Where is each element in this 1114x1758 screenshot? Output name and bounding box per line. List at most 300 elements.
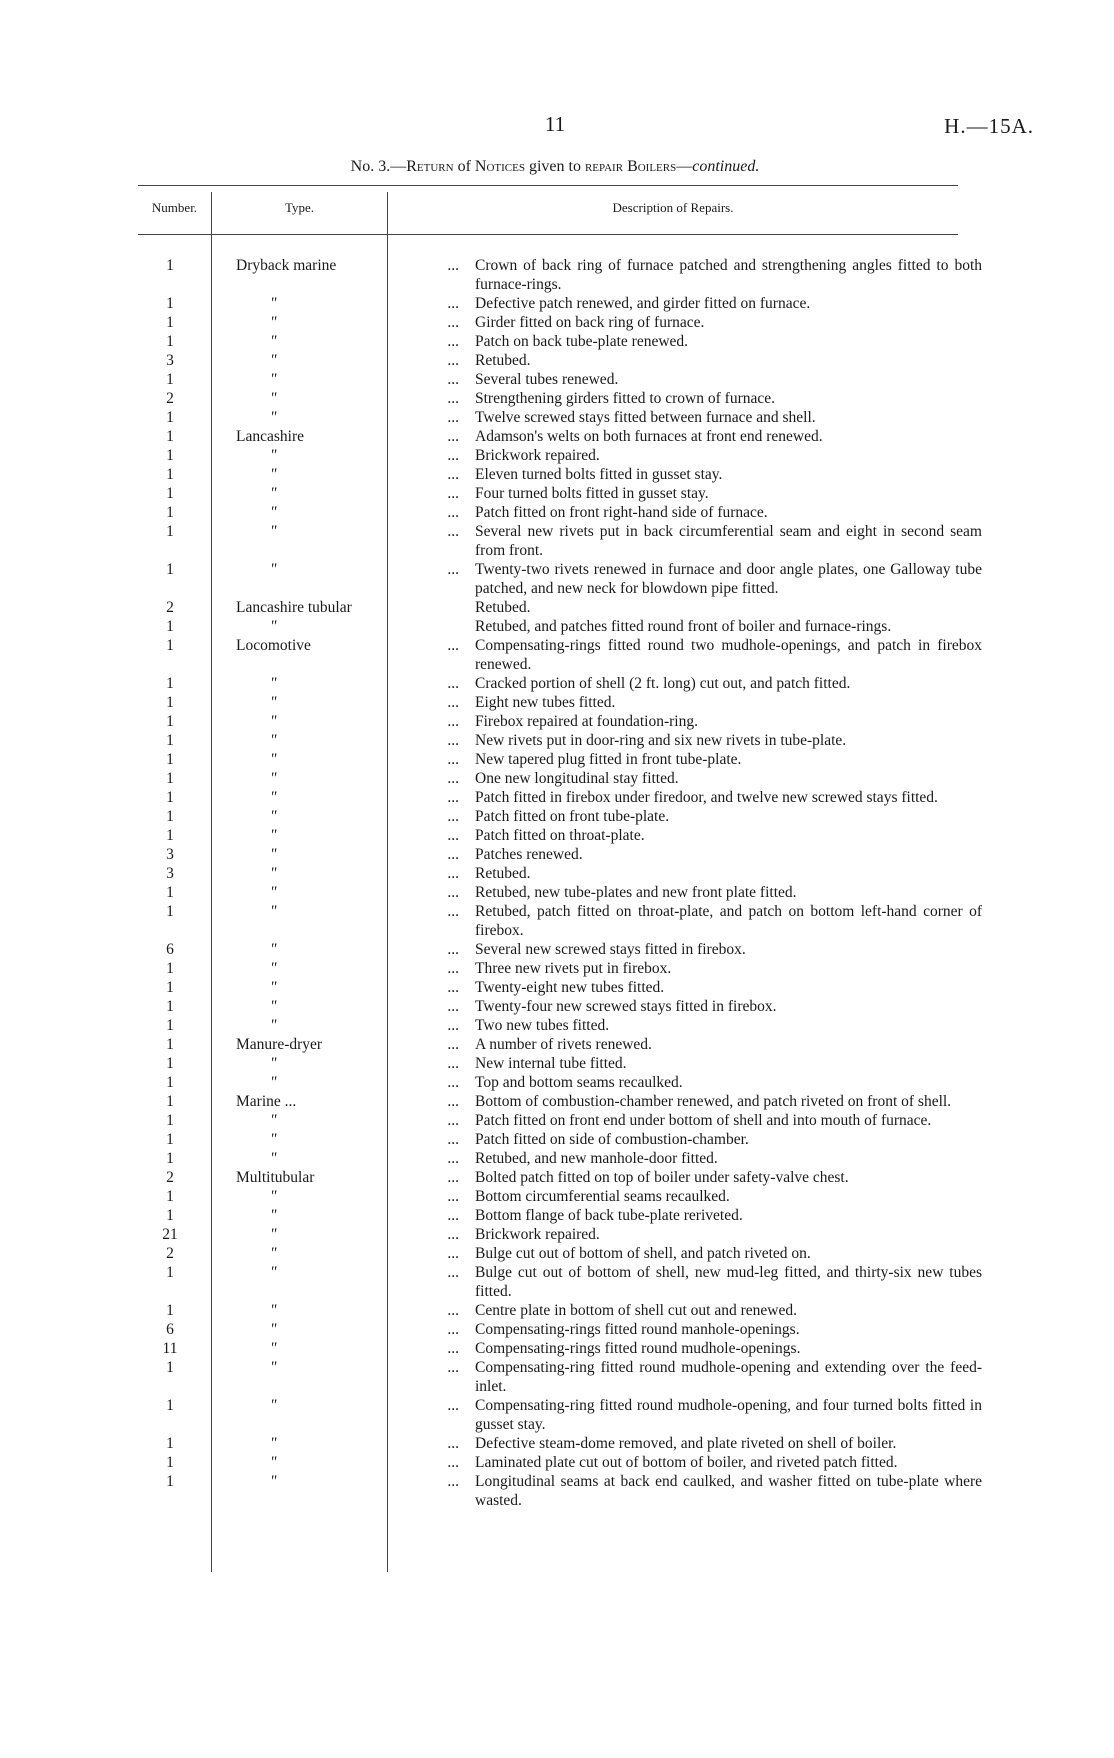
row-type [210, 446, 465, 465]
leader-dots: ... [447, 865, 459, 882]
leader-dots: ... [447, 447, 459, 464]
row-type [210, 864, 465, 883]
row-description: Patch fitted on front end under bottom of shell and into mouth of furnace. [475, 1112, 932, 1129]
title-dash: — [676, 158, 693, 175]
row-number: 1 [166, 504, 174, 521]
row-type-name [236, 560, 447, 598]
leader-dots: ... [447, 789, 459, 806]
leader-dots: ... [447, 751, 459, 768]
row-number: 1 [166, 295, 174, 312]
table-row [130, 731, 990, 750]
row-number: 1 [166, 561, 174, 578]
table-row [130, 1206, 990, 1225]
row-description: Patch on back tube-plate renewed. [475, 333, 689, 350]
table-row [130, 617, 990, 636]
row-type-name [236, 294, 447, 313]
row-type-name [236, 674, 447, 693]
row-type [210, 712, 465, 731]
leader-dots: ... [447, 295, 459, 312]
row-number: 1 [166, 1435, 174, 1452]
row-type-name [236, 351, 447, 370]
row-description: Patch fitted on throat-plate. [475, 827, 645, 844]
row-type-name [236, 940, 447, 959]
row-number: 1 [166, 466, 174, 483]
row-number: 1 [166, 1074, 174, 1091]
ditto-mark: " [270, 504, 277, 521]
row-type [210, 256, 465, 294]
row-description: Compensating-rings fitted round manhole-openings. [475, 1321, 800, 1338]
leader-dots: ... [447, 694, 459, 711]
leader-dots: ... [447, 1169, 459, 1186]
row-description: Patch fitted in firebox under firedoor, and twelve new screwed stays fitted. [475, 789, 938, 806]
row-type [210, 1016, 465, 1035]
row-type [210, 636, 465, 674]
ditto-mark: " [270, 713, 277, 730]
row-type-name [236, 769, 447, 788]
ditto-mark: " [270, 1226, 277, 1243]
ditto-mark: " [270, 675, 277, 692]
leader-dots: ... [447, 390, 459, 407]
row-type [210, 503, 465, 522]
row-type [210, 1130, 465, 1149]
row-type-name: Lancashire [236, 428, 304, 445]
leader-dots: ... [447, 352, 459, 369]
row-type-name [236, 731, 447, 750]
row-description: Strengthening girders fitted to crown of furnace. [475, 390, 776, 407]
row-type-name [236, 1453, 447, 1472]
row-type-name [236, 1320, 447, 1339]
row-description: Two new tubes fitted. [475, 1017, 610, 1034]
row-type [210, 1244, 465, 1263]
row-type-name [236, 1149, 447, 1168]
ditto-mark: " [270, 1131, 277, 1148]
leader-dots: ... [447, 1435, 459, 1452]
row-number: 1 [166, 1093, 174, 1110]
row-type [210, 1263, 465, 1301]
table-row [130, 712, 990, 731]
ditto-mark: " [270, 1055, 277, 1072]
row-description: Longitudinal seams at back end caulked, and washer fitted on tube-plate where wasted. [475, 1473, 982, 1509]
ditto-mark: " [270, 1454, 277, 1471]
row-description: Retubed. [475, 865, 531, 882]
leader-dots: ... [447, 1321, 459, 1338]
leader-dots: ... [447, 713, 459, 730]
row-number: 1 [166, 789, 174, 806]
leader-dots: ... [447, 1093, 459, 1110]
row-number: 1 [166, 333, 174, 350]
title-given-to: given to [524, 158, 585, 175]
table-row [130, 864, 990, 883]
row-number: 1 [166, 1207, 174, 1224]
ditto-mark: " [270, 979, 277, 996]
row-number: 1 [166, 1036, 174, 1053]
leader-dots: ... [447, 637, 459, 654]
table-row [130, 636, 990, 674]
row-type [210, 598, 465, 617]
row-number: 6 [166, 1321, 174, 1338]
title-boilers: Boilers [627, 158, 677, 175]
row-description: Retubed, and new manhole-door fitted. [475, 1150, 718, 1167]
row-type-name [236, 389, 447, 408]
row-number: 1 [166, 713, 174, 730]
row-description: Several new rivets put in back circumferential seam and eight in second seam from front. [475, 523, 982, 559]
row-description: Retubed. [475, 352, 531, 369]
ditto-mark: " [270, 1359, 277, 1376]
row-description: Crown of back ring of furnace patched and strengthening angles fitted to both furnace-rings. [475, 257, 982, 293]
ditto-mark: " [270, 998, 277, 1015]
row-number: 2 [166, 1169, 174, 1186]
row-type-name [236, 408, 447, 427]
table-row [130, 389, 990, 408]
table-row [130, 1301, 990, 1320]
leader-dots: ... [447, 428, 459, 445]
table-row [130, 1244, 990, 1263]
leader-dots: ... [447, 808, 459, 825]
row-number: 1 [166, 447, 174, 464]
ditto-mark: " [270, 523, 277, 540]
row-type-name [236, 1263, 447, 1301]
row-type [210, 750, 465, 769]
ditto-mark: " [270, 314, 277, 331]
ditto-mark: " [270, 789, 277, 806]
row-number: 1 [166, 960, 174, 977]
page-code: H.—15A. [944, 114, 1034, 138]
leader-dots: ... [447, 1036, 459, 1053]
leader-dots: ... [447, 1264, 459, 1281]
row-type-name: Marine ... [236, 1093, 297, 1110]
row-type-name: Dryback marine [236, 257, 337, 274]
row-type [210, 313, 465, 332]
row-type-name [236, 864, 447, 883]
table-row [130, 940, 990, 959]
leader-dots: ... [447, 1340, 459, 1357]
leader-dots: ... [447, 884, 459, 901]
row-type-name [236, 1187, 447, 1206]
row-description: Girder fitted on back ring of furnace. [475, 314, 705, 331]
table-row [130, 883, 990, 902]
row-type [210, 1073, 465, 1092]
row-description: Bulge cut out of bottom of shell, new mud-leg fitted, and thirty-six new tubes fitted. [475, 1264, 982, 1300]
table-row [130, 313, 990, 332]
row-description: Twenty-four new screwed stays fitted in firebox. [475, 998, 777, 1015]
row-type [210, 902, 465, 940]
column-header-number: Number. [151, 200, 198, 215]
row-type [210, 731, 465, 750]
row-type-name [236, 712, 447, 731]
row-type [210, 1453, 465, 1472]
row-type-name [236, 1225, 447, 1244]
row-type-name: Locomotive [236, 637, 311, 654]
ditto-mark: " [270, 618, 277, 635]
row-type [210, 769, 465, 788]
row-type [210, 1054, 465, 1073]
row-type [210, 1358, 465, 1396]
ditto-mark: " [270, 846, 277, 863]
table-row [130, 1168, 990, 1187]
row-type-name [236, 845, 447, 864]
leader-dots: ... [447, 466, 459, 483]
row-description: Four turned bolts fitted in gusset stay. [475, 485, 709, 502]
table-row [130, 826, 990, 845]
row-type-name [236, 1358, 447, 1396]
row-description: New internal tube fitted. [475, 1055, 627, 1072]
ditto-mark: " [270, 1264, 277, 1281]
row-number: 1 [166, 1454, 174, 1471]
row-type-name: Manure-dryer [236, 1036, 323, 1053]
row-description: Retubed, and patches fitted round front of boiler and furnace-rings. [475, 618, 892, 635]
row-number: 1 [166, 827, 174, 844]
ditto-mark: " [270, 1074, 277, 1091]
leader-dots: ... [447, 1473, 459, 1490]
leader-dots: ... [447, 827, 459, 844]
table-row [130, 465, 990, 484]
ditto-mark: " [270, 865, 277, 882]
ditto-mark: " [270, 295, 277, 312]
ditto-mark: " [270, 466, 277, 483]
row-type-name [236, 1130, 447, 1149]
row-type-name [236, 807, 447, 826]
leader-dots: ... [447, 770, 459, 787]
table-row [130, 807, 990, 826]
table-row [130, 978, 990, 997]
row-number: 1 [166, 751, 174, 768]
row-type-name [236, 1472, 447, 1510]
row-type [210, 1339, 465, 1358]
table-row [130, 1187, 990, 1206]
table-row [130, 351, 990, 370]
table-row [130, 1073, 990, 1092]
row-type [210, 1111, 465, 1130]
ditto-mark: " [270, 371, 277, 388]
ditto-mark: " [270, 1302, 277, 1319]
row-type [210, 389, 465, 408]
row-type [210, 522, 465, 560]
row-description: New rivets put in door-ring and six new rivets in tube-plate. [475, 732, 847, 749]
row-type-name [236, 1244, 447, 1263]
row-description: Compensating-rings fitted round mudhole-openings. [475, 1340, 801, 1357]
table-row [130, 997, 990, 1016]
leader-dots: ... [447, 371, 459, 388]
row-type [210, 484, 465, 503]
header-bottom-rule [138, 234, 958, 235]
row-type [210, 617, 465, 636]
row-description: Bottom circumferential seams recaulked. [475, 1188, 730, 1205]
row-type [210, 1149, 465, 1168]
row-description: Bulge cut out of bottom of shell, and patch riveted on. [475, 1245, 811, 1262]
row-number: 1 [166, 675, 174, 692]
table-row [130, 1434, 990, 1453]
leader-dots: ... [447, 1074, 459, 1091]
row-type-name [236, 1301, 447, 1320]
row-type [210, 465, 465, 484]
row-type-name [236, 1206, 447, 1225]
row-type [210, 883, 465, 902]
row-number: 3 [166, 846, 174, 863]
row-description: Three new rivets put in firebox. [475, 960, 672, 977]
row-number: 1 [166, 428, 174, 445]
row-type [210, 332, 465, 351]
row-description: Patches renewed. [475, 846, 583, 863]
leader-dots: ... [447, 1359, 459, 1376]
row-description: Cracked portion of shell (2 ft. long) cut out, and patch fitted. [475, 675, 851, 692]
row-type-name [236, 1054, 447, 1073]
row-type [210, 1187, 465, 1206]
leader-dots: ... [447, 1017, 459, 1034]
row-number: 2 [166, 1245, 174, 1262]
row-description: One new longitudinal stay fitted. [475, 770, 679, 787]
row-number: 1 [166, 1397, 174, 1414]
ditto-mark: " [270, 390, 277, 407]
row-type-name [236, 1016, 447, 1035]
table-top-rule [138, 185, 958, 186]
table-row [130, 522, 990, 560]
row-description: Patch fitted on front tube-plate. [475, 808, 670, 825]
table-row [130, 693, 990, 712]
ditto-mark: " [270, 770, 277, 787]
row-type-name [236, 826, 447, 845]
row-number: 1 [166, 808, 174, 825]
row-type-name [236, 522, 447, 560]
table-row [130, 902, 990, 940]
row-number: 1 [166, 314, 174, 331]
row-number: 1 [166, 1264, 174, 1281]
row-type-name [236, 997, 447, 1016]
row-number: 3 [166, 352, 174, 369]
ditto-mark: " [270, 1435, 277, 1452]
row-type [210, 997, 465, 1016]
row-type [210, 427, 465, 446]
leader-dots: ... [447, 1245, 459, 1262]
row-type [210, 1434, 465, 1453]
ditto-mark: " [270, 751, 277, 768]
leader-dots: ... [447, 485, 459, 502]
leader-dots: ... [447, 675, 459, 692]
leader-dots: ... [447, 257, 459, 274]
row-type [210, 351, 465, 370]
table-row [130, 750, 990, 769]
title-return: Return [406, 158, 454, 175]
ditto-mark: " [270, 1473, 277, 1490]
table-row [130, 1016, 990, 1035]
table-row [130, 788, 990, 807]
row-description: Defective steam-dome removed, and plate riveted on shell of boiler. [475, 1435, 897, 1452]
ditto-mark: " [270, 1321, 277, 1338]
row-number: 6 [166, 941, 174, 958]
ditto-mark: " [270, 1150, 277, 1167]
row-type [210, 1320, 465, 1339]
row-type-name [236, 788, 447, 807]
table-row [130, 1396, 990, 1434]
table-title [130, 158, 980, 176]
row-number: 1 [166, 523, 174, 540]
leader-dots: ... [447, 1112, 459, 1129]
row-type-name [236, 750, 447, 769]
leader-dots: ... [447, 960, 459, 977]
table-row [130, 1225, 990, 1244]
row-type-name [236, 617, 465, 636]
row-number: 1 [166, 1188, 174, 1205]
row-number: 1 [166, 1112, 174, 1129]
row-description: Patch fitted on side of combustion-chamber. [475, 1131, 749, 1148]
ditto-mark: " [270, 485, 277, 502]
page-number: 11 [544, 112, 566, 136]
leader-dots: ... [447, 523, 459, 540]
leader-dots: ... [447, 333, 459, 350]
row-number: 1 [166, 732, 174, 749]
ditto-mark: " [270, 1017, 277, 1034]
ditto-mark: " [270, 1340, 277, 1357]
row-description: Several tubes renewed. [475, 371, 619, 388]
row-description: Patch fitted on front right-hand side of furnace. [475, 504, 768, 521]
leader-dots: ... [447, 504, 459, 521]
leader-dots: ... [447, 1454, 459, 1471]
row-number: 1 [166, 770, 174, 787]
row-type-name [236, 1073, 447, 1092]
ditto-mark: " [270, 960, 277, 977]
table-row [130, 294, 990, 313]
row-number: 1 [166, 1473, 174, 1490]
row-number: 1 [166, 371, 174, 388]
leader-dots: ... [447, 1055, 459, 1072]
row-type [210, 1301, 465, 1320]
table-row [130, 1149, 990, 1168]
row-type [210, 674, 465, 693]
ditto-mark: " [270, 903, 277, 920]
row-description: Top and bottom seams recaulked. [475, 1074, 683, 1091]
row-type [210, 1168, 465, 1187]
row-number: 2 [166, 390, 174, 407]
leader-dots: ... [447, 846, 459, 863]
row-type-name [236, 883, 447, 902]
row-description: Brickwork repaired. [475, 1226, 600, 1243]
row-description: A number of rivets renewed. [475, 1036, 652, 1053]
row-type-name [236, 1339, 447, 1358]
table-row [130, 484, 990, 503]
row-number: 1 [166, 485, 174, 502]
row-type [210, 845, 465, 864]
leader-dots: ... [447, 1188, 459, 1205]
row-type [210, 1396, 465, 1434]
table-row [130, 1339, 990, 1358]
title-notices: Notices [474, 158, 525, 175]
title-prefix: No. 3.— [350, 158, 407, 175]
table-row [130, 674, 990, 693]
table-row [130, 845, 990, 864]
leader-dots: ... [447, 903, 459, 920]
row-description: Twenty-two rivets renewed in furnace and door angle plates, one Galloway tube patched, and new neck for blowdown pipe fitted. [475, 561, 982, 597]
column-header-type: Type. [284, 200, 315, 215]
row-description: Centre plate in bottom of shell cut out and renewed. [475, 1302, 797, 1319]
title-repair: repair [584, 158, 624, 175]
row-type-name [236, 503, 447, 522]
row-number: 1 [166, 1302, 174, 1319]
row-type [210, 1206, 465, 1225]
ditto-mark: " [270, 1245, 277, 1262]
ditto-mark: " [270, 1397, 277, 1414]
leader-dots: ... [447, 1131, 459, 1148]
row-description: Several new screwed stays fitted in firebox. [475, 941, 746, 958]
repairs-table-body [130, 256, 990, 1510]
ditto-mark: " [270, 1207, 277, 1224]
leader-dots: ... [447, 1302, 459, 1319]
ditto-mark: " [270, 561, 277, 578]
row-description: Bolted patch fitted on top of boiler under safety-valve chest. [475, 1169, 849, 1186]
row-description: Adamson's welts on both furnaces at front end renewed. [475, 428, 823, 445]
table-row [130, 598, 990, 617]
table-row [130, 1358, 990, 1396]
table-row [130, 560, 990, 598]
row-number: 1 [166, 903, 174, 920]
